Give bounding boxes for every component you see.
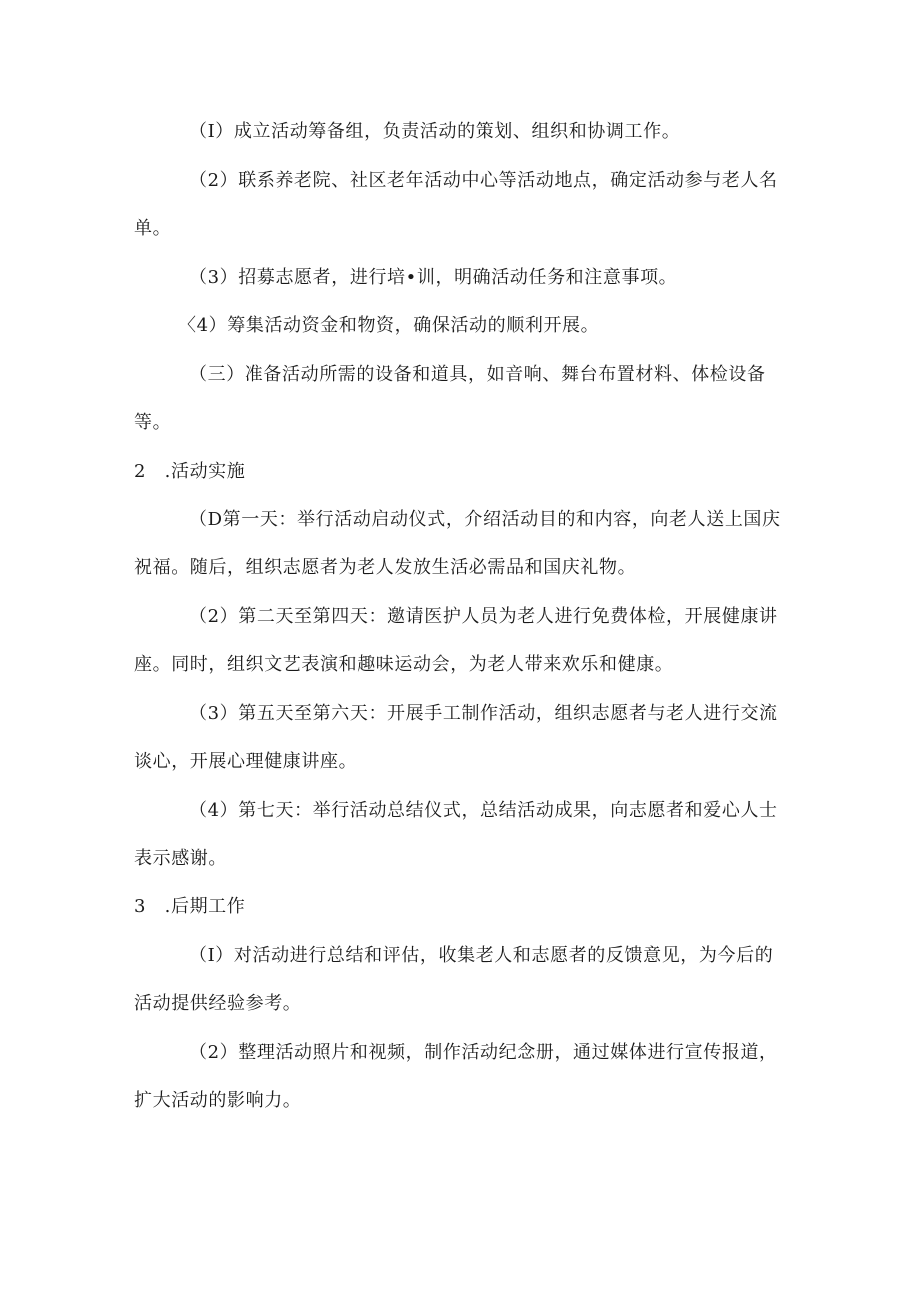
paragraph-prep-5: （三）准备活动所需的设备和道具，如音响、舞台布置材料、体检设备等。 — [134, 364, 766, 433]
paragraph-impl-2: （2）第二天至第四天：邀请医护人员为老人进行免费体检，开展健康讲座。同时，组织文艺表演和趣味运动会，为老人带来欢乐和健康。 — [134, 606, 778, 675]
section-heading-implementation: 2 .活动实施 — [134, 461, 246, 482]
paragraph-prep-2: （2）联系养老院、社区老年活动中心等活动地点，确定活动参与老人名单。 — [134, 170, 778, 239]
paragraph-prep-4: 〈4）筹集活动资金和物资，确保活动的顺利开展。 — [178, 315, 600, 336]
paragraph-impl-4: （4）第七天：举行活动总结仪式，总结活动成果，向志愿者和爱心人士表示感谢。 — [134, 800, 778, 869]
paragraph-prep-3: （3）招募志愿者，进行培•训，明确活动任务和注意事项。 — [189, 267, 678, 288]
paragraph-prep-1: （I）成立活动筹备组，负责活动的策划、组织和协调工作。 — [189, 121, 681, 142]
section-heading-followup: 3 .后期工作 — [134, 896, 246, 917]
paragraph-impl-3: （3）第五天至第六天：开展手工制作活动，组织志愿者与老人进行交流谈心，开展心理健康讲座。 — [134, 703, 778, 772]
paragraph-followup-2: （2）整理活动照片和视频，制作活动纪念册，通过媒体进行宣传报道，扩大活动的影响力。 — [134, 1042, 778, 1111]
paragraph-impl-1: （D第一天：举行活动启动仪式，介绍活动目的和内容，向老人送上国庆祝福。随后，组织志愿者为老人发放生活必需品和国庆礼物。 — [134, 509, 781, 578]
paragraph-followup-1: （I）对活动进行总结和评估，收集老人和志愿者的反馈意见，为今后的活动提供经验参考。 — [134, 945, 774, 1014]
